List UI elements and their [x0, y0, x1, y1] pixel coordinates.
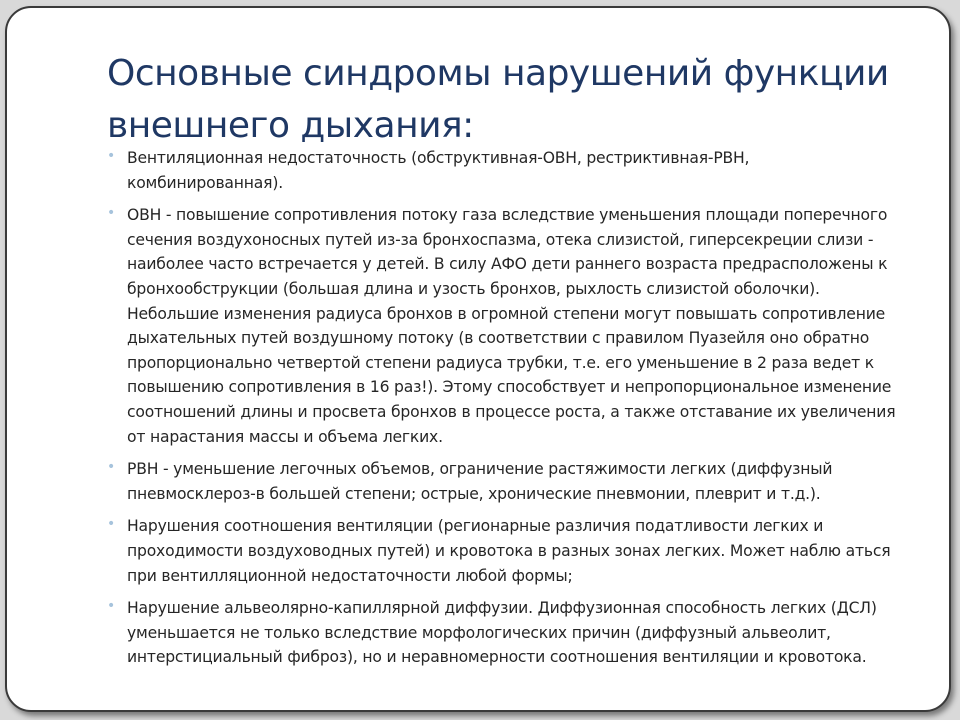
bullet-item-ventilation-insufficiency — [107, 146, 907, 195]
bullet-text: ОВН - повышение сопротивления потоку газа вследствие уменьшения площади поперечного сечения воздухоносных путей из-за бронхоспазма, отека слизистой, гиперсекреции слизи - наиболее часто встречается у детей. В силу АФО дети раннего возраста предрасположены к бронхообструкции (большая длина и узость бронхов, рыхлость слизистой оболочки). Небольшие изменения радиуса бронхов в огромной степени могут повышать сопротивление дыхательных путей воздушному потоку (в соответствии с правилом Пуазейля оно обратно пропорционально четвертой степени радиуса трубки, т.е. его уменьшение в 2 раза ведет к повышению сопротивления в 16 раз!). Этому способствует и непропорциональное изменение соотношений длины и просвета бронхов в процессе роста, а также отставание их увеличения от нарастания массы и объема легких. — [127, 206, 896, 446]
bullet-list — [107, 146, 907, 678]
bullet-item-ventilation-perfusion — [107, 514, 907, 588]
bullet-item-rvn — [107, 457, 907, 506]
bullet-item-ovn — [107, 203, 907, 449]
bullet-text: Нарушения соотношения вентиляции (регионарные различия податливости легких и проходимости воздуховодных путей) и кровотока в разных зонах легких. Может наблю аться при вентилляционной недостаточности любой формы; — [127, 517, 891, 585]
bullet-dot-icon: • — [107, 148, 116, 164]
bullet-dot-icon: • — [107, 516, 116, 533]
bullet-dot-icon: • — [107, 598, 116, 615]
bullet-item-diffusion — [107, 596, 907, 670]
bullet-text: РВН - уменьшение легочных объемов, ограничение растяжимости легких (диффузный пневмосклероз-в большей степени; острые, хронические пневмонии, плеврит и т.д.). — [127, 460, 833, 503]
bullet-text: Нарушение альвеолярно-капиллярной диффузии. Диффузионная способность легких (ДСЛ) уменьшается не только вследствие морфологических причин (диффузный альвеолит, интерстициальный фиброз), но и неравномерности соотношения вентиляции и кровотока. — [127, 599, 877, 667]
bullet-dot-icon: • — [107, 205, 116, 222]
bullet-text: Вентиляционная недостаточность (обструктивная-ОВН, рестриктивная-РВН, комбинированная). — [127, 149, 750, 192]
slide-title: Основные синдромы нарушений функции внешнего дыхания: — [107, 53, 889, 146]
bullet-dot-icon: • — [107, 459, 116, 476]
slide — [5, 6, 951, 712]
